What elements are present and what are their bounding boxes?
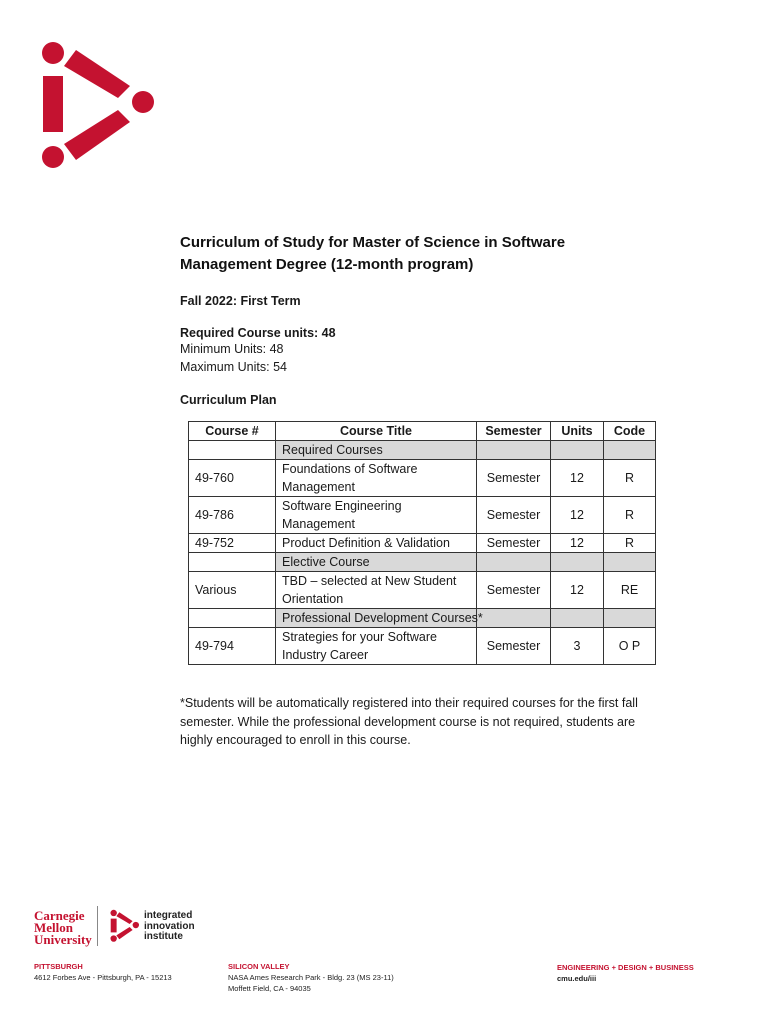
- table-header-row: [189, 422, 656, 441]
- course-units: 12: [551, 460, 604, 497]
- group-label: Required Courses: [276, 441, 477, 460]
- group-row-elective: [189, 553, 656, 572]
- curriculum-plan-label: Curriculum Plan: [180, 393, 277, 407]
- col-header-course-title: Course Title: [276, 422, 477, 441]
- cmu-wordmark: Carnegie Mellon University: [34, 908, 92, 947]
- curriculum-table: [188, 421, 656, 665]
- course-semester: Semester: [477, 497, 551, 534]
- document-body: [180, 232, 660, 408]
- course-title: TBD – selected at New Student Orientation: [276, 572, 477, 609]
- group-row-professional: [189, 609, 656, 628]
- course-semester: Semester: [477, 628, 551, 665]
- course-number: 49-794: [189, 628, 276, 665]
- iii-wordmark: integrated innovation institute: [144, 910, 195, 942]
- iii-logo-small-icon: [108, 908, 140, 944]
- footnote: *Students will be automatically registered into their required courses for the first fall semester. While the professional development course is not required, students are highly encouraged to enroll in this course.: [180, 696, 638, 747]
- tagline: ENGINEERING + DESIGN + BUSINESS cmu.edu/iii: [557, 963, 694, 983]
- maximum-units: Maximum Units: 54: [180, 360, 287, 374]
- table-row: [189, 534, 656, 553]
- course-units: 3: [551, 628, 604, 665]
- required-units-heading: Required Course units: 48: [180, 326, 336, 340]
- course-code: R: [604, 460, 656, 497]
- course-semester: Semester: [477, 460, 551, 497]
- group-label: Elective Course: [276, 553, 477, 572]
- col-header-semester: Semester: [477, 422, 551, 441]
- course-code: R: [604, 497, 656, 534]
- course-units: 12: [551, 534, 604, 553]
- course-number: 49-752: [189, 534, 276, 553]
- group-row-required: [189, 441, 656, 460]
- course-semester: Semester: [477, 534, 551, 553]
- col-header-course-num: Course #: [189, 422, 276, 441]
- table-row: [189, 628, 656, 665]
- course-title: Strategies for your Software Industry Career: [276, 628, 477, 665]
- table-row: [189, 572, 656, 609]
- course-title: Product Definition & Validation: [276, 534, 477, 553]
- course-units: 12: [551, 497, 604, 534]
- page-title: [180, 232, 660, 276]
- table-row: [189, 497, 656, 534]
- course-semester: Semester: [477, 572, 551, 609]
- footer-divider: [97, 906, 98, 946]
- course-number: Various: [189, 572, 276, 609]
- group-label: Professional Development Courses*: [276, 609, 477, 628]
- course-title: Software Engineering Management: [276, 497, 477, 534]
- course-code: O P: [604, 628, 656, 665]
- course-code: RE: [604, 572, 656, 609]
- pittsburgh-address: PITTSBURGH 4612 Forbes Ave - Pittsburgh, PA - 15213: [34, 962, 172, 982]
- minimum-units: Minimum Units: 48: [180, 342, 284, 356]
- table-row: [189, 460, 656, 497]
- course-number: 49-760: [189, 460, 276, 497]
- iii-logo-icon: [30, 36, 160, 176]
- term-heading: Fall 2022: First Term: [180, 294, 301, 308]
- footer: [0, 900, 768, 1024]
- course-title: Foundations of Software Management: [276, 460, 477, 497]
- title-line-1: Curriculum of Study for Master of Science in Software: [180, 234, 566, 251]
- course-code: R: [604, 534, 656, 553]
- title-line-2: Management Degree (12-month program): [180, 256, 474, 273]
- col-header-units: Units: [551, 422, 604, 441]
- silicon-valley-address: SILICON VALLEY NASA Ames Research Park - Bldg. 23 (MS 23-11) Moffett Field, CA - 94035: [228, 962, 394, 993]
- course-number: 49-786: [189, 497, 276, 534]
- col-header-code: Code: [604, 422, 656, 441]
- course-units: 12: [551, 572, 604, 609]
